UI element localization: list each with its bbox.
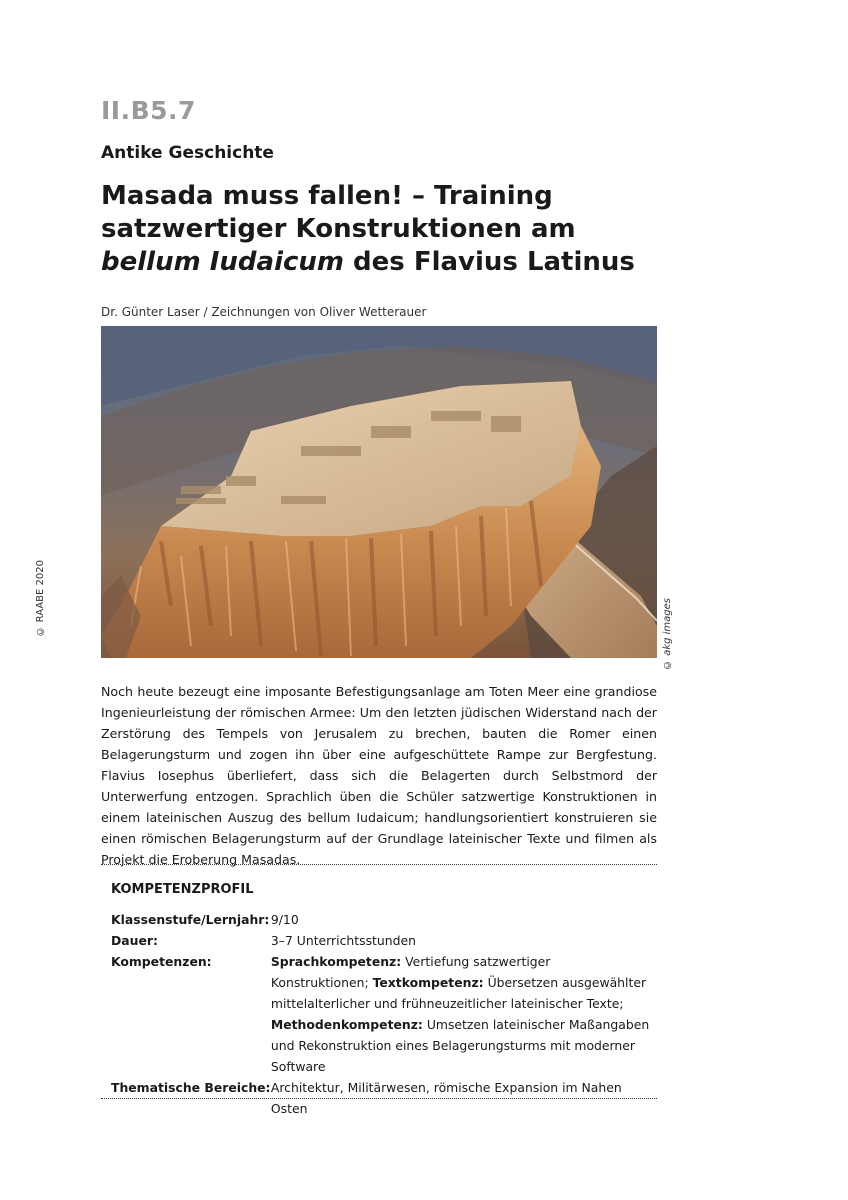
authors-line: Dr. Günter Laser / Zeichnungen von Oliver Wetterauer	[101, 305, 427, 319]
subject-heading: Antike Geschichte	[101, 143, 274, 163]
title-italic: bellum Iudaicum	[101, 247, 344, 277]
intro-paragraph: Noch heute bezeugt eine imposante Befestigungsanlage am Toten Meer eine grandiose Ingenieurleistung der römischen Armee: Um den letzten jüdischen Widerstand nach der Zerstörung des Tempels von Jerusalem zu brechen, bauten die Romer einen Belagerungsturm und zogen ihn über eine aufgeschüttete Rampe zur Bergfestung. Flavius Iosephus überliefert, dass sich die Belagerten durch Selbstmord der Unterwerfung entzogen. Sprachlich üben die Schüler satzwertige Konstruktionen in einem lateinischen Auszug des bellum Iudaicum; handlungsorientiert konstruieren sie einen römischen Belagerungsturm auf der Grundlage lateinischer Texte und filmen als Projekt die Eroberung Masadas.	[101, 684, 657, 867]
table-row	[111, 930, 651, 951]
table-row	[111, 951, 651, 1077]
row-label: Kompetenzen:	[111, 954, 212, 969]
masada-photo	[101, 326, 657, 658]
skill-term: Methodenkompetenz:	[270, 1017, 423, 1032]
row-value: Architektur, Militärwesen, römische Expansion im Nahen Osten	[270, 1080, 622, 1116]
skill-term: Sprachkompetenz:	[270, 954, 402, 969]
masada-illustration	[101, 326, 657, 658]
skill-term: Textkompetenz:	[372, 975, 484, 990]
photo-credit: © akg images	[662, 598, 673, 670]
row-label: Klassenstufe/Lernjahr:	[111, 912, 270, 927]
page-title	[101, 180, 661, 279]
row-value	[271, 951, 651, 1077]
skill-desc: Übersetzen ausgewählter mittelalterlicher und frühneuzeitlicher lateinischer Texte;	[270, 975, 647, 1011]
row-label: Thematische Bereiche:	[111, 1080, 271, 1095]
title-text-1: Masada muss fallen! – Training satzwertiger Konstruktionen am	[101, 181, 576, 244]
divider-bottom	[101, 1098, 657, 1099]
kompetenzprofil-table	[111, 909, 651, 1119]
side-copyright: © RAABE 2020	[35, 560, 46, 637]
kompetenzprofil-heading: KOMPETENZPROFIL	[111, 882, 254, 897]
divider-top	[101, 864, 657, 865]
row-value: 9/10	[270, 912, 299, 927]
title-text-2: des Flavius Latinus	[344, 247, 635, 277]
skill-desc: Umsetzen lateinischer Maßangaben und Rekonstruktion eines Belagerungsturms mit moderner Software	[270, 1017, 650, 1074]
row-value: 3–7 Unterrichtsstunden	[270, 933, 416, 948]
unit-code: II.B5.7	[101, 96, 196, 125]
table-row	[111, 909, 651, 930]
skill-desc: Vertiefung satzwertiger Konstruktionen;	[270, 954, 551, 990]
row-label: Dauer:	[111, 933, 158, 948]
